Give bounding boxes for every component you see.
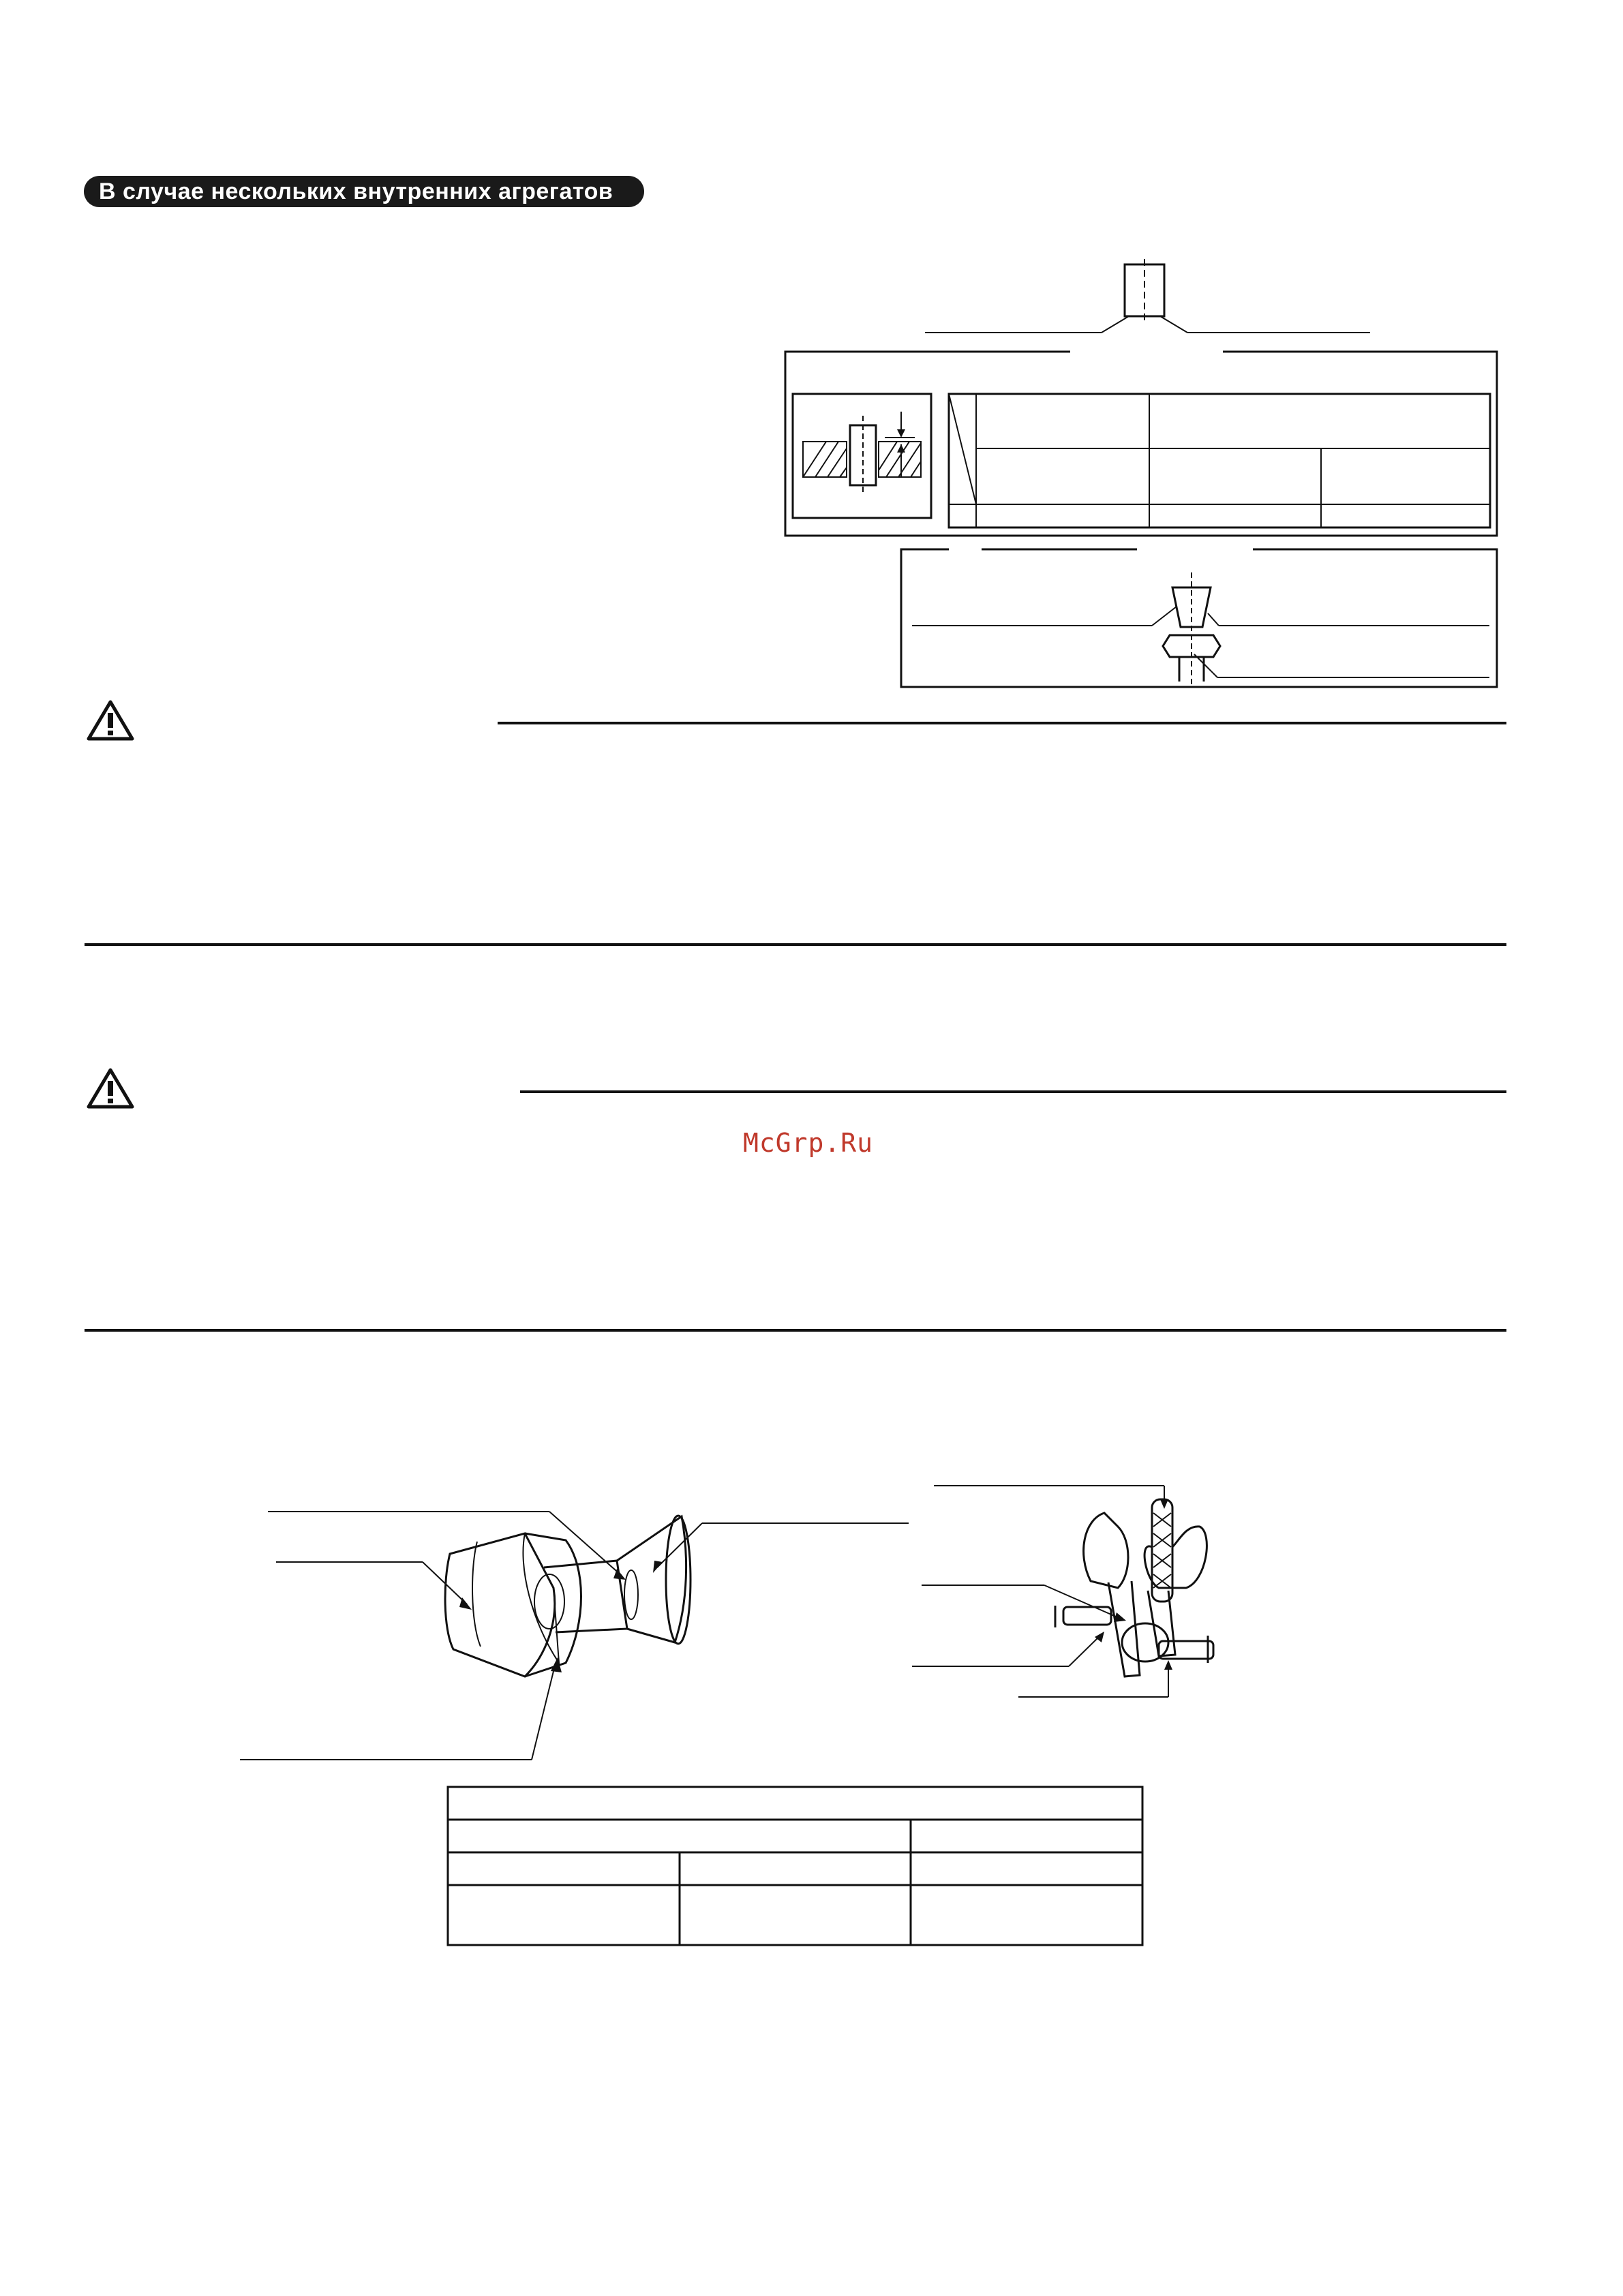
section-title: В случае нескольких внутренних агрегатов bbox=[84, 176, 644, 207]
watermark: McGrp.Ru bbox=[743, 1128, 874, 1158]
